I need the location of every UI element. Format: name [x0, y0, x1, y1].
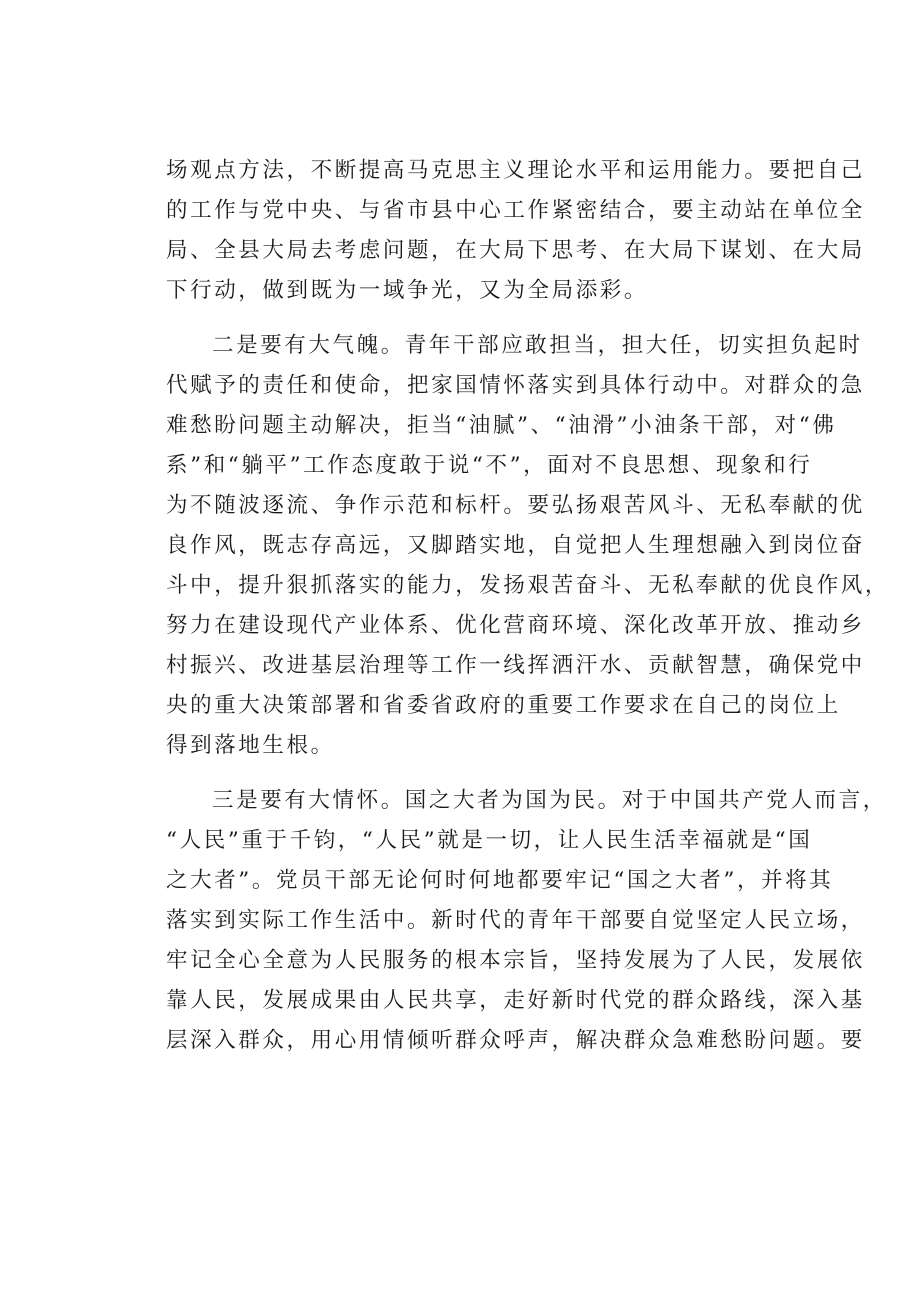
text-line: 的工作与党中央、与省市县中心工作紧密结合，要主动站在单位全 [166, 198, 865, 223]
text-line: 下行动，做到既为一域争光，又为全局添彩。 [166, 278, 649, 303]
text-line: 靠人民，发展成果由人民共享，走好新时代党的群众路线，深入基 [166, 988, 865, 1013]
text-line: 场观点方法，不断提高马克思主义理论水平和运用能力。要把自己 [166, 158, 865, 183]
text-line: 层深入群众，用心用情倾听群众呼声，解决群众急难愁盼问题。要 [166, 1028, 865, 1053]
text-line: 良作风，既志存高远，又脚踏实地，自觉把人生理想融入到岗位奋 [166, 533, 865, 558]
text-line: 牢记全心全意为人民服务的根本宗旨，坚持发展为了人民，发展依 [166, 948, 865, 973]
text-line: 系”和“躺平”工作态度敢于说“不”，面对不良思想、现象和行 [166, 453, 813, 478]
text-line: 落实到实际工作生活中。新时代的青年干部要自觉坚定人民立场， [166, 908, 865, 933]
text-line: 代赋予的责任和使命，把家国情怀落实到具体行动中。对群众的急 [166, 373, 865, 398]
text-line-indented: 三是要有大情怀。国之大者为国为民。对于中国共产党人而言， [212, 788, 887, 813]
paragraph-2 [166, 326, 890, 766]
text-line: 为不随波逐流、争作示范和标杆。要弘扬艰苦风斗、无私奉献的优 [166, 493, 865, 518]
text-line: 难愁盼问题主动解决，拒当“油腻”、“油滑”小油条干部，对“佛 [166, 413, 837, 438]
text-line: 央的重大决策部署和省委省政府的重要工作要求在自己的岗位上 [166, 693, 841, 718]
paragraph-3 [166, 781, 887, 1061]
paragraph-spacing [166, 311, 766, 326]
text-line: 局、全县大局去考虑问题，在大局下思考、在大局下谋划、在大局 [166, 238, 865, 263]
text-line-indented: 二是要有大气魄。青年干部应敢担当，担大任，切实担负起时 [212, 333, 863, 358]
paragraph-1 [166, 151, 865, 311]
text-line: “人民”重于千钧，“人民”就是一切，让人民生活幸福就是“国 [166, 828, 813, 853]
text-line: 斗中，提升狠抓落实的能力，发扬艰苦奋斗、无私奉献的优良作风， [166, 573, 890, 598]
text-line: 之大者”。党员干部无论何时何地都要牢记“国之大者”，并将其 [166, 868, 834, 893]
document-body [166, 151, 890, 1061]
text-line: 努力在建设现代产业体系、优化营商环境、深化改革开放、推动乡 [166, 613, 865, 638]
text-line: 得到落地生根。 [166, 733, 335, 758]
text-line: 村振兴、改进基层治理等工作一线挥洒汗水、贡献智慧，确保党中 [166, 653, 865, 678]
paragraph-spacing [166, 766, 766, 781]
